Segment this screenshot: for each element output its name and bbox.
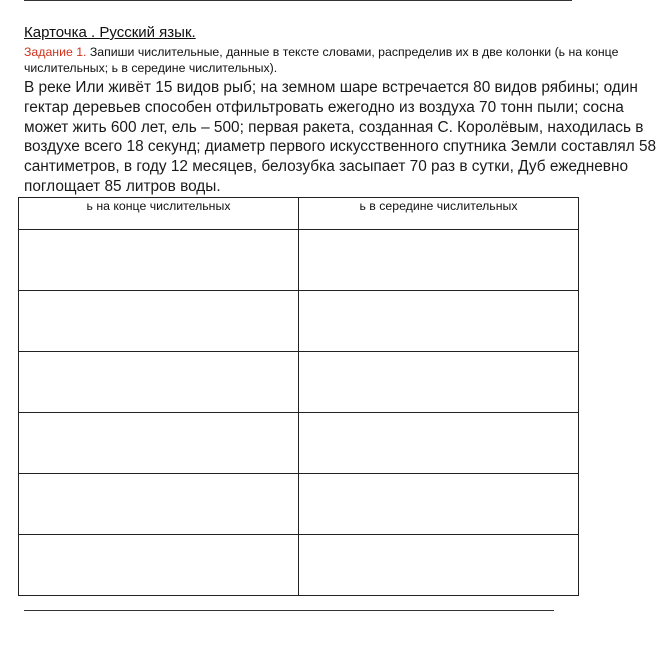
table-row — [19, 230, 579, 291]
answer-cell[interactable] — [19, 291, 299, 352]
answer-cell[interactable] — [19, 413, 299, 474]
card-content — [24, 24, 664, 197]
answer-cell[interactable] — [299, 535, 579, 596]
answer-cell[interactable] — [299, 474, 579, 535]
task-body-text: В реке Или живёт 15 видов рыб; на земном шаре встречается 80 видов рябины; один гектар деревьев способен отфильтровать ежегодно из воздуха 70 тонн пыли; сосна может жить 600 лет, ель – 500; первая ракета, созданная С. Королёвым, находилась в воздухе всего 18 секунд; диаметр первого искусственного спутника Земли составлял 58 сантиметров, в году 12 месяцев, белозубка засыпает 70 раз в сутки, Дуб ежедневно поглощает 85 литров воды. — [24, 79, 657, 195]
task-label: Задание 1. — [24, 45, 87, 59]
answer-cell[interactable] — [299, 291, 579, 352]
column-header-soft-sign-middle: ь в середине числительных — [299, 198, 579, 230]
table-row — [19, 535, 579, 596]
answer-cell[interactable] — [19, 352, 299, 413]
table-header-row — [19, 198, 579, 230]
answer-cell[interactable] — [299, 230, 579, 291]
answer-cell[interactable] — [19, 474, 299, 535]
column-header-soft-sign-end: ь на конце числительных — [19, 198, 299, 230]
card-title: Карточка . Русский язык. — [24, 24, 196, 41]
answer-table — [18, 197, 579, 596]
table-row — [19, 291, 579, 352]
answer-cell[interactable] — [19, 535, 299, 596]
bottom-divider — [24, 610, 554, 611]
table-row — [19, 413, 579, 474]
top-divider — [24, 0, 572, 1]
task-text: Запиши числительные, данные в тексте словами, распределив их в две колонки (ь на конце числительных; ь в середине числительных). — [24, 45, 619, 75]
table-row — [19, 474, 579, 535]
answer-cell[interactable] — [299, 413, 579, 474]
task-instruction — [24, 44, 664, 76]
answer-cell[interactable] — [19, 230, 299, 291]
table-row — [19, 352, 579, 413]
answer-cell[interactable] — [299, 352, 579, 413]
